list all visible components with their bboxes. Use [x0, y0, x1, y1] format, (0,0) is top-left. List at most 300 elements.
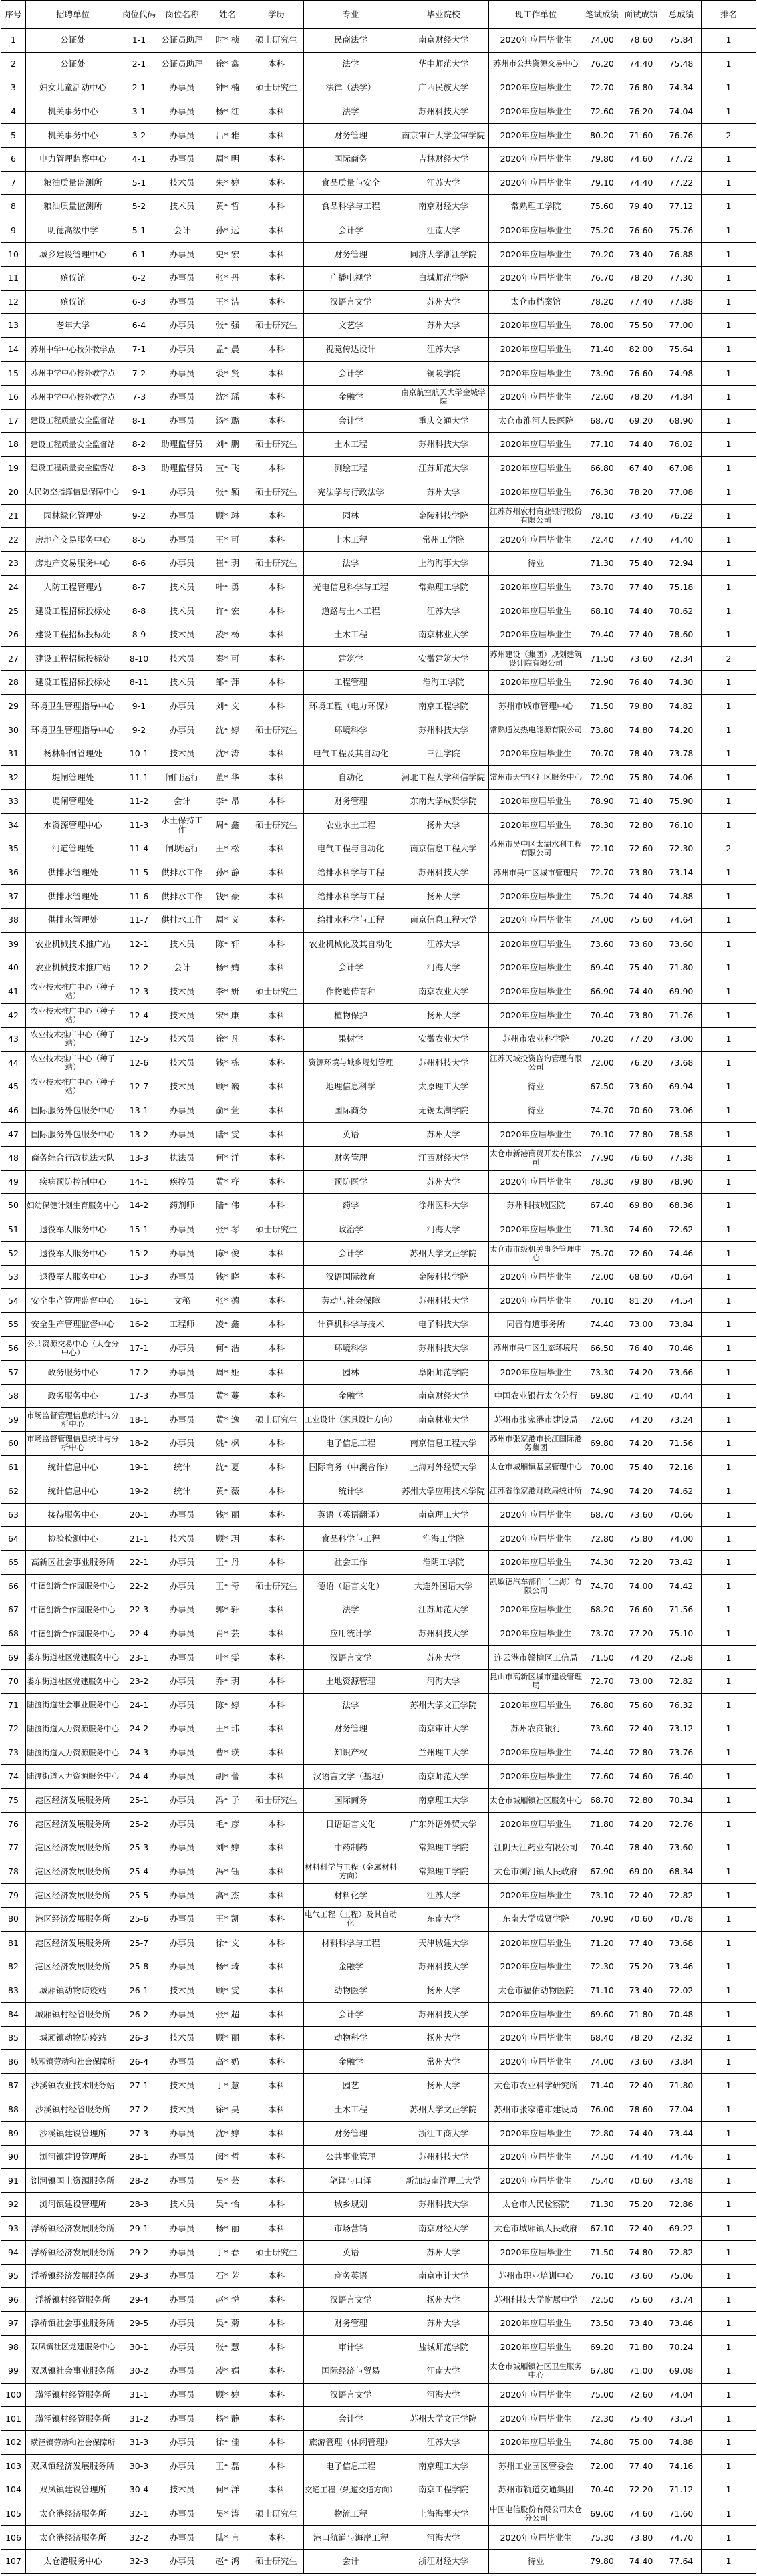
col-workplace-cell: 2020年应届毕业生	[489, 2145, 583, 2169]
col-major-cell: 金融学	[304, 1384, 398, 1408]
col-major-cell: 金融学	[304, 385, 398, 409]
col-total-score-cell: 76.02	[661, 433, 702, 457]
col-unit-cell: 沙溪镇建设管理所	[26, 2122, 120, 2146]
col-unit-cell: 统计信息中心	[26, 1479, 120, 1504]
col-post-code-cell: 12-5	[120, 1027, 158, 1051]
col-interview-score-cell: 75.40	[621, 1455, 661, 1479]
col-unit-cell: 商务综合行政执法大队	[26, 1146, 120, 1170]
col-unit-cell: 农业技术推广中心（种子站）	[26, 1004, 120, 1028]
col-name-cell: 王* 奇	[206, 1574, 249, 1598]
table-row	[1, 480, 756, 505]
col-degree-cell: 本科	[249, 1075, 304, 1099]
col-written-score-cell: 72.60	[583, 385, 621, 409]
col-written-score-cell: 71.30	[583, 552, 621, 576]
col-total-score-cell: 74.34	[661, 76, 702, 100]
table-row	[1, 2026, 756, 2050]
col-school-cell: 新加坡南洋理工大学	[398, 2169, 489, 2193]
col-name-cell: 刘* 鹏	[206, 433, 249, 457]
col-post-code-cell: 19-2	[120, 1479, 158, 1504]
col-interview-score-cell: 72.40	[621, 1884, 661, 1908]
col-rank-cell: 1	[702, 1336, 756, 1361]
col-post-code-cell: 23-2	[120, 1669, 158, 1693]
col-rank-cell: 1	[702, 1361, 756, 1385]
col-post-name-cell: 会计	[158, 956, 206, 980]
table-row	[1, 1432, 756, 1456]
col-serial-cell: 21	[1, 504, 26, 528]
col-major-cell: 土木工程	[304, 528, 398, 552]
col-name-cell: 杨* 丽	[206, 2216, 249, 2241]
col-rank-cell: 1	[702, 1812, 756, 1836]
col-name-cell: 陈* 婷	[206, 1693, 249, 1717]
col-post-name-cell: 办事员	[158, 1836, 206, 1860]
col-total-score-cell: 71.60	[661, 2502, 702, 2526]
table-row	[1, 908, 756, 932]
col-rank-cell: 1	[702, 2098, 756, 2122]
col-major-cell: 食品质量与安全	[304, 171, 398, 195]
col-workplace-cell: 2020年应届毕业生	[489, 932, 583, 956]
col-post-code-cell: 2-1	[120, 76, 158, 100]
col-workplace-cell: 待业	[489, 1075, 583, 1099]
col-name-cell: 张* 丹	[206, 266, 249, 290]
col-post-code-cell: 11-6	[120, 885, 158, 909]
col-post-name-cell: 办事员	[158, 1646, 206, 1670]
col-school-cell: 苏州科技大学	[398, 1622, 489, 1646]
col-rank-cell: 1	[702, 2169, 756, 2193]
col-serial-cell: 45	[1, 1075, 26, 1099]
col-school-cell: 苏州大学文正学院	[398, 1693, 489, 1717]
col-name-cell: 裘* 贤	[206, 362, 249, 386]
col-written-score-cell: 67.90	[583, 1860, 621, 1884]
col-rank-cell: 1	[702, 932, 756, 956]
col-workplace-cell: 苏州市张家港市建设局	[489, 1408, 583, 1432]
col-interview-score-cell: 73.40	[621, 243, 661, 267]
col-interview-score-cell: 74.00	[621, 1574, 661, 1598]
col-school-cell: 苏州大学	[398, 2241, 489, 2265]
table-row	[1, 2264, 756, 2288]
col-degree-cell: 硕士研究生	[249, 1218, 304, 1242]
col-name-cell: 沈* 婷	[206, 718, 249, 742]
col-post-code-cell: 8-5	[120, 528, 158, 552]
col-post-name-cell: 办事员	[158, 2312, 206, 2336]
col-written-score-cell: 72.70	[583, 861, 621, 885]
col-rank-cell: 1	[702, 1027, 756, 1051]
col-written-score-cell: 70.40	[583, 1836, 621, 1860]
col-interview-score-cell: 74.80	[621, 2241, 661, 2265]
col-workplace-cell: 2020年应届毕业生	[489, 1622, 583, 1646]
col-rank-cell: 1	[702, 1004, 756, 1028]
col-interview-score-cell: 76.60	[621, 362, 661, 386]
col-total-score-cell: 72.30	[661, 837, 702, 861]
col-serial-cell: 41	[1, 980, 26, 1004]
col-total-score-cell: 71.56	[661, 1598, 702, 1622]
col-school-cell: 苏州大学	[398, 290, 489, 314]
col-unit-cell: 苏州中学中心校外教学点	[26, 337, 120, 362]
col-total-score-cell: 78.60	[661, 623, 702, 647]
col-degree-cell: 本科	[249, 2288, 304, 2312]
col-total-score-cell: 74.82	[661, 694, 702, 718]
col-school-header: 毕业院校	[398, 1, 489, 29]
col-written-score-cell: 70.10	[583, 1289, 621, 1313]
col-school-cell: 苏州大学应用技术学院	[398, 1479, 489, 1504]
col-unit-cell: 娄东街道社区党建服务中心	[26, 1646, 120, 1670]
col-major-cell: 法学	[304, 1693, 398, 1717]
col-interview-score-cell: 79.80	[621, 1170, 661, 1194]
col-major-cell: 土地资源管理	[304, 1669, 398, 1693]
col-unit-cell: 政务服务中心	[26, 1384, 120, 1408]
col-post-name-cell: 办事员	[158, 385, 206, 409]
col-name-cell: 刘* 婷	[206, 1836, 249, 1860]
col-unit-cell: 农业技术推广中心（种子站）	[26, 1027, 120, 1051]
col-interview-score-cell: 73.60	[621, 2264, 661, 2288]
col-post-code-cell: 13-3	[120, 1146, 158, 1170]
col-rank-cell: 1	[702, 528, 756, 552]
col-total-score-cell: 73.78	[661, 742, 702, 766]
col-interview-score-cell: 69.80	[621, 1194, 661, 1218]
col-serial-cell: 1	[1, 29, 26, 53]
table-row	[1, 2193, 756, 2217]
col-name-cell: 王* 丹	[206, 1551, 249, 1575]
col-interview-score-cell: 73.80	[621, 861, 661, 885]
col-major-cell: 会计	[304, 2549, 398, 2573]
col-written-score-cell: 75.40	[583, 2169, 621, 2193]
col-workplace-cell: 苏州市张家港市建设局	[489, 2098, 583, 2122]
col-post-name-cell: 办事员	[158, 243, 206, 267]
col-rank-cell: 1	[702, 2335, 756, 2359]
col-serial-cell: 24	[1, 575, 26, 599]
col-post-name-cell: 办事员	[158, 266, 206, 290]
col-interview-score-cell: 78.40	[621, 1836, 661, 1860]
col-school-cell: 南京财经大学	[398, 2216, 489, 2241]
col-rank-cell: 1	[702, 362, 756, 386]
col-interview-score-cell: 72.80	[621, 813, 661, 837]
col-major-cell: 财务管理	[304, 124, 398, 148]
col-total-score-cell: 72.82	[661, 1669, 702, 1693]
table-row	[1, 76, 756, 100]
col-serial-cell: 74	[1, 1765, 26, 1789]
col-post-code-cell: 8-10	[120, 647, 158, 671]
col-unit-cell: 建设工程质量安全监督站	[26, 433, 120, 457]
col-major-cell: 工业设计（家具设计方向）	[304, 1408, 398, 1432]
col-post-name-cell: 执法员	[158, 1146, 206, 1170]
col-major-cell: 给排水科学与工程	[304, 861, 398, 885]
table-row	[1, 52, 756, 76]
col-interview-score-cell: 73.40	[621, 2312, 661, 2336]
col-post-code-cell: 21-1	[120, 1527, 158, 1551]
col-serial-cell: 43	[1, 1027, 26, 1051]
col-serial-cell: 90	[1, 2145, 26, 2169]
col-total-score-cell: 74.98	[661, 362, 702, 386]
col-written-score-cell: 71.50	[583, 694, 621, 718]
col-post-name-cell: 办事员	[158, 694, 206, 718]
col-written-score-cell: 70.90	[583, 1907, 621, 1931]
table-row	[1, 1479, 756, 1504]
col-written-score-cell: 74.50	[583, 2145, 621, 2169]
col-post-name-cell: 办事员	[158, 2288, 206, 2312]
table-row	[1, 1955, 756, 1979]
col-serial-cell: 72	[1, 1717, 26, 1741]
col-degree-cell: 硕士研究生	[249, 718, 304, 742]
col-degree-cell: 本科	[249, 1194, 304, 1218]
col-name-cell: 徐* 凡	[206, 1027, 249, 1051]
col-interview-score-cell: 70.60	[621, 1099, 661, 1123]
col-rank-cell: 1	[702, 1931, 756, 1955]
col-school-cell: 南京财经大学	[398, 1384, 489, 1408]
col-major-cell: 工程管理	[304, 671, 398, 695]
col-degree-cell: 本科	[249, 742, 304, 766]
results-table	[1, 0, 756, 2574]
col-major-cell: 材料化学	[304, 1884, 398, 1908]
col-school-cell: 江苏大学	[398, 932, 489, 956]
col-written-score-cell: 72.90	[583, 671, 621, 695]
col-written-score-cell: 71.40	[583, 337, 621, 362]
col-workplace-cell: 待业	[489, 552, 583, 576]
table-row	[1, 647, 756, 671]
col-unit-cell: 港区经济发展服务所	[26, 1931, 120, 1955]
col-interview-score-cell: 73.60	[621, 932, 661, 956]
col-workplace-cell: 2020年应届毕业生	[489, 1955, 583, 1979]
col-major-cell: 电气工程及其自动化	[304, 742, 398, 766]
col-post-name-cell: 办事员	[158, 2335, 206, 2359]
col-major-cell: 法学	[304, 552, 398, 576]
col-workplace-cell: 2020年应届毕业生	[489, 2122, 583, 2146]
col-written-score-cell: 70.40	[583, 1004, 621, 1028]
col-written-score-cell: 73.60	[583, 1717, 621, 1741]
col-post-code-cell: 11-5	[120, 861, 158, 885]
col-serial-cell: 79	[1, 1884, 26, 1908]
col-interview-score-cell: 76.40	[621, 671, 661, 695]
col-degree-cell: 本科	[249, 2026, 304, 2050]
table-row	[1, 1527, 756, 1551]
col-interview-score-cell: 74.60	[621, 1218, 661, 1242]
col-interview-score-cell: 75.40	[621, 2407, 661, 2431]
col-school-cell: 扬州大学	[398, 885, 489, 909]
col-post-name-cell: 技术员	[158, 1075, 206, 1099]
col-name-cell: 张* 颖	[206, 480, 249, 505]
col-interview-score-cell: 74.40	[621, 2549, 661, 2573]
col-name-cell: 钱* 栋	[206, 1051, 249, 1075]
col-serial-cell: 104	[1, 2478, 26, 2502]
col-name-cell: 高* 奶	[206, 2050, 249, 2074]
col-written-score-cell: 79.10	[583, 171, 621, 195]
col-school-cell: 江苏大学	[398, 2430, 489, 2454]
col-degree-cell: 本科	[249, 504, 304, 528]
col-school-cell: 江苏大学	[398, 1884, 489, 1908]
col-post-code-cell: 16-2	[120, 1313, 158, 1337]
col-serial-cell: 49	[1, 1170, 26, 1194]
col-school-cell: 同济大学浙江学院	[398, 243, 489, 267]
table-row	[1, 433, 756, 457]
col-unit-cell: 城厢镇村经管服务所	[26, 2003, 120, 2027]
col-total-score-cell: 68.36	[661, 1194, 702, 1218]
col-rank-cell: 1	[702, 1194, 756, 1218]
col-serial-cell: 101	[1, 2407, 26, 2431]
col-serial-cell: 55	[1, 1313, 26, 1337]
col-total-score-cell: 72.16	[661, 1455, 702, 1479]
col-rank-cell: 1	[702, 171, 756, 195]
col-rank-cell: 2	[702, 124, 756, 148]
col-workplace-cell: 2020年应届毕业生	[489, 1931, 583, 1955]
col-major-cell: 国际商务	[304, 1099, 398, 1123]
col-school-cell: 河北工程大学科信学院	[398, 766, 489, 790]
table-row	[1, 1218, 756, 1242]
col-post-code-cell: 25-1	[120, 1788, 158, 1812]
col-written-score-cell: 77.90	[583, 1146, 621, 1170]
col-serial-cell: 75	[1, 1788, 26, 1812]
col-school-cell: 浙江工商大学	[398, 2122, 489, 2146]
col-degree-cell: 本科	[249, 1741, 304, 1765]
col-rank-cell: 1	[702, 2526, 756, 2550]
col-degree-cell: 硕士研究生	[249, 980, 304, 1004]
col-school-cell: 江南大学	[398, 2359, 489, 2384]
col-post-name-cell: 办事员	[158, 1717, 206, 1741]
col-unit-cell: 中德创新合作园服务中心	[26, 1598, 120, 1622]
col-school-cell: 兰州理工大学	[398, 1741, 489, 1765]
col-serial-cell: 6	[1, 147, 26, 171]
col-serial-cell: 65	[1, 1551, 26, 1575]
col-total-score-cell: 73.42	[661, 1551, 702, 1575]
col-written-score-cell: 71.80	[583, 1812, 621, 1836]
col-post-code-cell: 29-3	[120, 2264, 158, 2288]
col-rank-cell: 1	[702, 956, 756, 980]
col-unit-cell: 人防工程管理站	[26, 575, 120, 599]
col-post-code-cell: 8-2	[120, 433, 158, 457]
col-rank-cell: 1	[702, 1146, 756, 1170]
col-name-cell: 姚* 枫	[206, 1432, 249, 1456]
col-total-score-cell: 74.04	[661, 100, 702, 124]
col-workplace-cell: 2020年应届毕业生	[489, 671, 583, 695]
col-written-score-cell: 72.00	[583, 1051, 621, 1075]
col-school-cell: 苏州科技大学	[398, 2145, 489, 2169]
col-interview-score-cell: 71.80	[621, 2003, 661, 2027]
col-workplace-cell: 江阴天江药业有限公司	[489, 1836, 583, 1860]
col-workplace-cell: 太仓市市级机关事务管理中心	[489, 1242, 583, 1266]
col-rank-cell: 1	[702, 742, 756, 766]
col-serial-cell: 32	[1, 766, 26, 790]
col-degree-cell: 本科	[249, 195, 304, 219]
col-total-score-cell: 75.06	[661, 2264, 702, 2288]
col-name-cell: 俞* 萱	[206, 1099, 249, 1123]
col-interview-score-cell: 75.60	[621, 1693, 661, 1717]
col-major-cell: 市场营销	[304, 2216, 398, 2241]
col-degree-cell: 本科	[249, 1004, 304, 1028]
col-post-code-cell: 6-3	[120, 290, 158, 314]
col-rank-cell: 1	[702, 1099, 756, 1123]
col-major-cell: 道路与土木工程	[304, 599, 398, 623]
col-post-code-cell: 12-7	[120, 1075, 158, 1099]
col-workplace-cell: 中国农业银行太仓分行	[489, 1384, 583, 1408]
col-major-cell: 园艺	[304, 2074, 398, 2098]
col-unit-cell: 璜泾镇村经管服务所	[26, 2383, 120, 2407]
col-unit-cell: 堤闸管理处	[26, 766, 120, 790]
col-name-cell: 杨* 红	[206, 100, 249, 124]
col-school-cell: 东南大学成贤学院	[398, 790, 489, 814]
col-total-score-cell: 69.08	[661, 2359, 702, 2384]
col-degree-cell: 本科	[249, 219, 304, 243]
col-name-cell: 顾* 婷	[206, 2383, 249, 2407]
col-unit-cell: 城厢镇劳动和社会保障所	[26, 2050, 120, 2074]
col-written-score-cell: 78.10	[583, 504, 621, 528]
col-post-name-cell: 技术员	[158, 932, 206, 956]
col-workplace-cell: 太仓市城厢镇社区服务中心	[489, 1788, 583, 1812]
col-interview-score-cell: 70.60	[621, 1907, 661, 1931]
col-unit-cell: 疾病预防控制中心	[26, 1170, 120, 1194]
col-total-score-cell: 74.64	[661, 908, 702, 932]
table-row	[1, 2169, 756, 2193]
col-unit-cell: 中德创新合作园服务中心	[26, 1622, 120, 1646]
col-major-cell: 土木工程	[304, 433, 398, 457]
col-school-cell: 苏州大学文正学院	[398, 1242, 489, 1266]
col-serial-cell: 81	[1, 1931, 26, 1955]
col-unit-cell: 公证处	[26, 29, 120, 53]
col-written-score-cell: 69.60	[583, 2003, 621, 2027]
col-total-score-cell: 76.76	[661, 124, 702, 148]
col-name-cell: 赵* 鸿	[206, 2549, 249, 2573]
col-post-code-cell: 16-1	[120, 1289, 158, 1313]
col-written-score-cell: 69.60	[583, 2502, 621, 2526]
col-written-score-cell: 79.40	[583, 623, 621, 647]
col-degree-cell: 本科	[249, 1955, 304, 1979]
col-degree-cell: 本科	[249, 124, 304, 148]
col-post-code-cell: 24-1	[120, 1693, 158, 1717]
table-row	[1, 694, 756, 718]
col-school-cell: 阜阳师范学院	[398, 1361, 489, 1385]
col-interview-score-cell: 74.80	[621, 718, 661, 742]
col-total-score-cell: 73.54	[661, 2407, 702, 2431]
col-major-cell: 汉语言文学（基地）	[304, 1765, 398, 1789]
col-post-name-cell: 办事员	[158, 1218, 206, 1242]
col-total-score-cell: 75.18	[661, 575, 702, 599]
col-school-cell: 江苏师范大学	[398, 456, 489, 480]
col-total-score-cell: 77.12	[661, 195, 702, 219]
col-workplace-cell: 2020年应届毕业生	[489, 2430, 583, 2454]
col-name-cell: 闵* 哲	[206, 2145, 249, 2169]
col-post-name-cell: 办事员	[158, 2454, 206, 2478]
col-name-cell: 时* 桢	[206, 29, 249, 53]
col-degree-cell: 本科	[249, 2264, 304, 2288]
col-unit-cell: 供排水管理处	[26, 908, 120, 932]
col-unit-cell: 建设工程质量安全监督站	[26, 456, 120, 480]
col-unit-cell: 国际服务外包服务中心	[26, 1123, 120, 1147]
table-row	[1, 1289, 756, 1313]
col-degree-cell: 本科	[249, 1027, 304, 1051]
col-unit-cell: 建设工程招标投标处	[26, 671, 120, 695]
col-interview-score-cell: 74.20	[621, 1408, 661, 1432]
col-interview-score-cell: 73.60	[621, 1503, 661, 1527]
col-major-cell: 地理信息科学	[304, 1075, 398, 1099]
col-name-cell: 高* 杰	[206, 1884, 249, 1908]
col-major-cell: 交通工程（轨道交通方向）	[304, 2478, 398, 2502]
col-written-score-cell: 74.40	[583, 1313, 621, 1337]
table-row	[1, 1242, 756, 1266]
col-serial-cell: 39	[1, 932, 26, 956]
table-row	[1, 956, 756, 980]
header-row	[1, 1, 756, 29]
col-serial-cell: 20	[1, 480, 26, 505]
col-workplace-cell: 2020年应届毕业生	[489, 2003, 583, 2027]
col-school-cell: 江苏大学	[398, 171, 489, 195]
col-post-name-cell: 办事员	[158, 1884, 206, 1908]
col-unit-cell: 双凤镇社区党建服务中心	[26, 2335, 120, 2359]
col-major-cell: 中药制药	[304, 1836, 398, 1860]
col-serial-cell: 38	[1, 908, 26, 932]
col-rank-cell: 1	[702, 2122, 756, 2146]
col-post-code-cell: 7-2	[120, 362, 158, 386]
col-school-cell: 南京农业大学	[398, 980, 489, 1004]
col-rank-cell: 1	[702, 2026, 756, 2050]
col-degree-cell: 本科	[249, 2074, 304, 2098]
col-name-cell: 王* 松	[206, 837, 249, 861]
col-total-score-cell: 70.66	[661, 1503, 702, 1527]
